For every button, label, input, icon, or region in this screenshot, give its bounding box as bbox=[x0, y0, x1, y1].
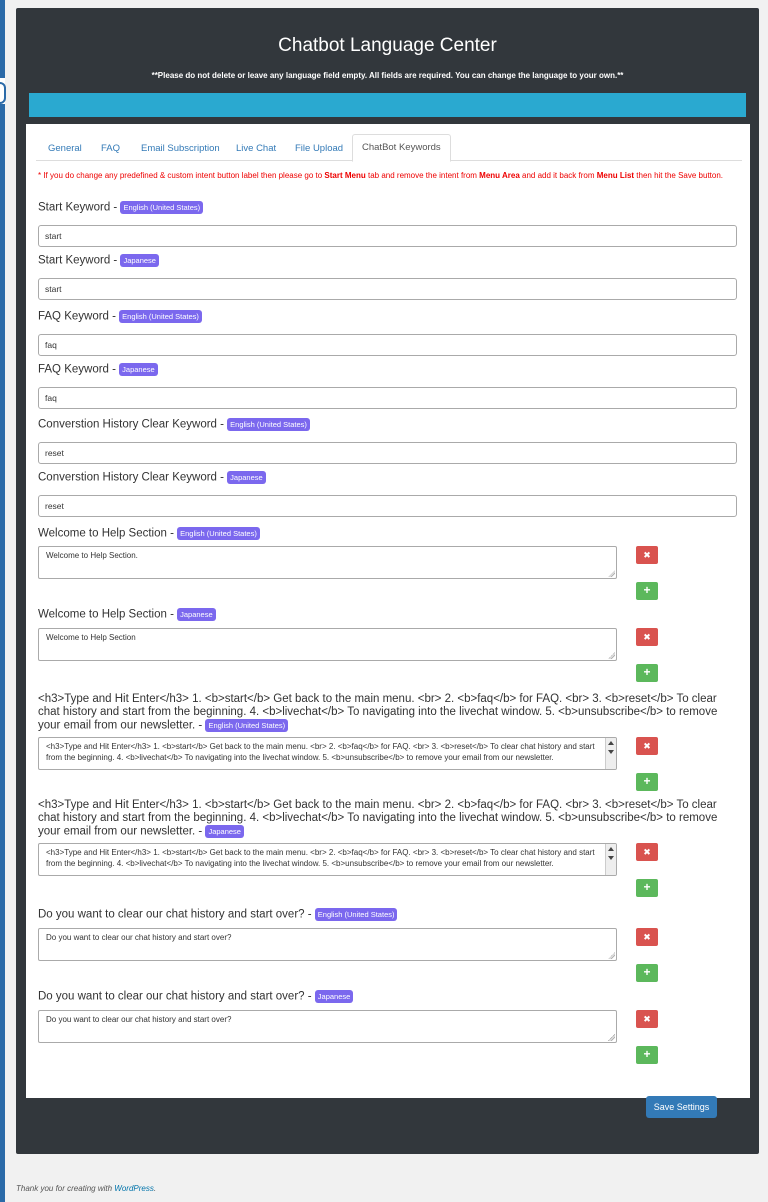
field-label: FAQ Keyword - Japanese bbox=[38, 363, 158, 377]
language-badge: English (United States) bbox=[177, 527, 260, 540]
required-notice: **Please do not delete or leave any language field empty. All fields are required. You can change the language to your own.** bbox=[151, 71, 624, 80]
textarea-scrollbar[interactable] bbox=[605, 844, 616, 875]
reset-keyword-en-input[interactable]: reset bbox=[38, 442, 737, 464]
language-badge: English (United States) bbox=[119, 310, 202, 323]
field-label: Converstion History Clear Keyword - Japanese bbox=[38, 471, 266, 485]
footer-credit: Thank you for creating with WordPress. bbox=[16, 1184, 157, 1193]
add-button[interactable]: + bbox=[636, 773, 658, 791]
add-button[interactable]: + bbox=[636, 879, 658, 897]
resize-handle[interactable] bbox=[608, 1034, 615, 1041]
tab-email-subscription[interactable]: Email Subscription bbox=[141, 143, 220, 154]
field-label: <h3>Type and Hit Enter</h3> 1. <b>start</b> Get back to the main menu. <br> 2. <b>faq</b> for FAQ. <br> 3. <b>reset</b> To clear chat history and start from the beginning. 4. <b>livechat</b> To navigating into the livechat window. 5. <b>unsubscribe</b> to remove your email from our newsletter. - English (United States) bbox=[38, 693, 718, 732]
field-label: Welcome to Help Section - Japanese bbox=[38, 608, 216, 622]
header-bar bbox=[29, 93, 746, 117]
clear-history-ja-textarea[interactable]: Do you want to clear our chat history and start over? bbox=[38, 1010, 617, 1043]
language-badge: Japanese bbox=[227, 471, 266, 484]
page-title: Chatbot Language Center bbox=[278, 35, 497, 56]
add-button[interactable]: + bbox=[636, 964, 658, 982]
field-label: Welcome to Help Section - English (United States) bbox=[38, 527, 260, 541]
help-message-ja-textarea[interactable]: Welcome to Help Section bbox=[38, 628, 617, 661]
delete-button[interactable]: ✖ bbox=[636, 928, 658, 946]
textarea-scrollbar[interactable] bbox=[605, 738, 616, 769]
language-badge: Japanese bbox=[120, 254, 159, 267]
language-badge: Japanese bbox=[205, 825, 244, 838]
resize-handle[interactable] bbox=[608, 570, 615, 577]
delete-button[interactable]: ✖ bbox=[636, 546, 658, 564]
tab-general[interactable]: General bbox=[48, 143, 82, 154]
delete-button[interactable]: ✖ bbox=[636, 628, 658, 646]
clear-history-en-textarea[interactable]: Do you want to clear our chat history and start over? bbox=[38, 928, 617, 961]
start-keyword-ja-input[interactable]: start bbox=[38, 278, 737, 300]
field-label: Start Keyword - English (United States) bbox=[38, 201, 203, 215]
language-badge: Japanese bbox=[177, 608, 216, 621]
settings-panel bbox=[26, 124, 750, 1098]
tab-faq[interactable]: FAQ bbox=[101, 143, 121, 154]
faq-keyword-ja-input[interactable]: faq bbox=[38, 387, 737, 409]
reset-keyword-ja-input[interactable]: reset bbox=[38, 495, 737, 517]
tab-bar bbox=[36, 134, 742, 161]
field-label: Converstion History Clear Keyword - English (United States) bbox=[38, 418, 310, 432]
language-badge: English (United States) bbox=[205, 719, 288, 732]
field-label: <h3>Type and Hit Enter</h3> 1. <b>start</b> Get back to the main menu. <br> 2. <b>faq</b> for FAQ. <br> 3. <b>reset</b> To clear chat history and start from the beginning. 4. <b>livechat</b> To navigating into the livechat window. 5. <b>unsubscribe</b> to remove your email from our newsletter. - Japanese bbox=[38, 799, 718, 838]
help-message-en-textarea[interactable]: Welcome to Help Section. bbox=[38, 546, 617, 579]
start-keyword-en-input[interactable]: start bbox=[38, 225, 737, 247]
add-button[interactable]: + bbox=[636, 582, 658, 600]
language-badge: Japanese bbox=[119, 363, 158, 376]
resize-handle[interactable] bbox=[608, 952, 615, 959]
delete-button[interactable]: ✖ bbox=[636, 843, 658, 861]
tab-live-chat[interactable]: Live Chat bbox=[236, 143, 277, 154]
language-badge: English (United States) bbox=[120, 201, 203, 214]
tab-chatbot-keywords[interactable]: ChatBot Keywords bbox=[352, 134, 451, 162]
field-label: Do you want to clear our chat history and start over? - English (United States) bbox=[38, 908, 397, 922]
menu-message-en-textarea[interactable]: <h3>Type and Hit Enter</h3> 1. <b>start</b> Get back to the main menu. <br> 2. <b>faq</b> for FAQ. <br> 3. <b>reset</b> To clear chat history and start from the beginning. 4. <b>livechat</b> To navigating into the livechat window. 5. <b>unsubscribe</b> to remove your email from our newsletter. bbox=[38, 737, 617, 770]
wordpress-link[interactable]: WordPress bbox=[114, 1184, 154, 1193]
field-label: Start Keyword - Japanese bbox=[38, 254, 159, 268]
field-label: FAQ Keyword - English (United States) bbox=[38, 310, 202, 324]
tab-file-upload[interactable]: File Upload bbox=[295, 143, 344, 154]
resize-handle[interactable] bbox=[608, 652, 615, 659]
menu-message-ja-textarea[interactable]: <h3>Type and Hit Enter</h3> 1. <b>start</b> Get back to the main menu. <br> 2. <b>faq</b> for FAQ. <br> 3. <b>reset</b> To clear chat history and start from the beginning. 4. <b>livechat</b> To navigating into the livechat window. 5. <b>unsubscribe</b> to remove your email from our newsletter. bbox=[38, 843, 617, 876]
language-badge: English (United States) bbox=[315, 908, 398, 921]
language-center-container bbox=[16, 8, 759, 1154]
delete-button[interactable]: ✖ bbox=[636, 1010, 658, 1028]
admin-sidebar-edge bbox=[0, 0, 5, 1202]
delete-button[interactable]: ✖ bbox=[636, 737, 658, 755]
add-button[interactable]: + bbox=[636, 664, 658, 682]
sidebar-collapse-icon[interactable] bbox=[0, 78, 5, 104]
language-badge: Japanese bbox=[315, 990, 354, 1003]
field-label: Do you want to clear our chat history and start over? - Japanese bbox=[38, 990, 353, 1004]
language-badge: English (United States) bbox=[227, 418, 310, 431]
intent-warning: * If you do change any predefined & custom intent button label then please go to Start Menu tab and remove the intent from Menu Area and add it back from Menu List then hit the Save button. bbox=[38, 171, 724, 180]
save-settings-button[interactable]: Save Settings bbox=[646, 1096, 717, 1118]
faq-keyword-en-input[interactable]: faq bbox=[38, 334, 737, 356]
add-button[interactable]: + bbox=[636, 1046, 658, 1064]
